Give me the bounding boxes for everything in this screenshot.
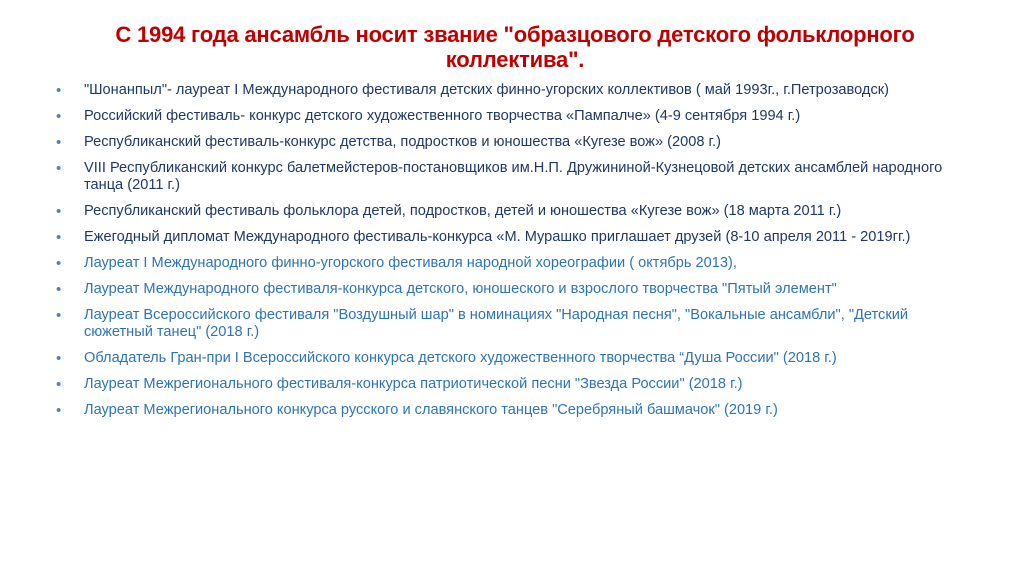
list-item <box>56 350 956 367</box>
list-item-text: Лауреат Международного фестиваля-конкурса детского, юношеского и взрослого творчества "Пятый элемент" <box>84 281 837 297</box>
list-item-text: Ежегодный дипломат Международного фестиваль-конкурса «М. Мурашко приглашает друзей (8-10 апреля 2011 - 2019гг.) <box>84 229 911 245</box>
list-item <box>56 376 956 393</box>
list-item <box>56 255 956 272</box>
list-item-text: VIII Республиканский конкурс балетмейстеров-постановщиков им.Н.П. Дружининой-Кузнецовой детских ансамблей народного танца (2011 г.) <box>84 160 943 193</box>
list-item-text: Российский фестиваль- конкурс детского художественного творчества «Пампалче» (4-9 сентября 1994 г.) <box>84 108 801 124</box>
list-item-text: Республиканский фестиваль-конкурс детства, подростков и юношества «Кугезе вож» (2008 г.) <box>84 134 721 150</box>
list-item <box>56 402 956 419</box>
list-item <box>56 134 956 151</box>
list-item-text: Лауреат Межрегионального фестиваля-конкурса патриотической песни "Звезда России" (2018 г.) <box>84 376 743 392</box>
bullet-icon: • <box>56 203 62 220</box>
list-item-text: Лауреат Межрегионального конкурса русского и славянского танцев "Серебряный башмачок" (2019 г.) <box>84 402 778 418</box>
list-item <box>56 307 956 341</box>
bullet-icon: • <box>56 281 62 298</box>
list-item-text: Республиканский фестиваль фольклора детей, подростков, детей и юношества «Кугезе вож» (18 марта 2011 г.) <box>84 203 842 219</box>
bullet-icon: • <box>56 134 62 151</box>
list-item <box>56 82 956 99</box>
bullet-icon: • <box>56 82 62 99</box>
slide-title: С 1994 года ансамбль носит звание "образцового детского фольклорного коллектива". <box>115 22 915 72</box>
bullet-icon: • <box>56 108 62 125</box>
list-item-text: Лауреат Всероссийского фестиваля "Воздушный шар" в номинациях "Народная песня", "Вокальные ансамбли", "Детский сюжетный танец" (2018 г.) <box>84 307 909 340</box>
bullet-icon: • <box>56 255 62 272</box>
list-item-text: "Шонанпыл"- лауреат I Международного фестиваля детских финно-угорских коллективов ( май 1993г., г.Петрозаводск) <box>84 82 889 98</box>
list-item-text: Обладатель Гран-при I Всероссийского конкурса детского художественного творчества “Душа России" (2018 г.) <box>84 350 837 366</box>
list-item <box>56 203 956 220</box>
bullet-icon: • <box>56 350 62 367</box>
list-item <box>56 160 956 194</box>
list-item <box>56 281 956 298</box>
bullet-icon: • <box>56 402 62 419</box>
bullet-icon: • <box>56 160 62 177</box>
bullet-icon: • <box>56 307 62 324</box>
achievement-list <box>56 82 956 428</box>
list-item-text: Лауреат I Международного финно-угорского фестиваля народной хореографии ( октябрь 2013), <box>84 255 737 271</box>
bullet-icon: • <box>56 229 62 246</box>
list-item <box>56 229 956 246</box>
list-item <box>56 108 956 125</box>
bullet-icon: • <box>56 376 62 393</box>
